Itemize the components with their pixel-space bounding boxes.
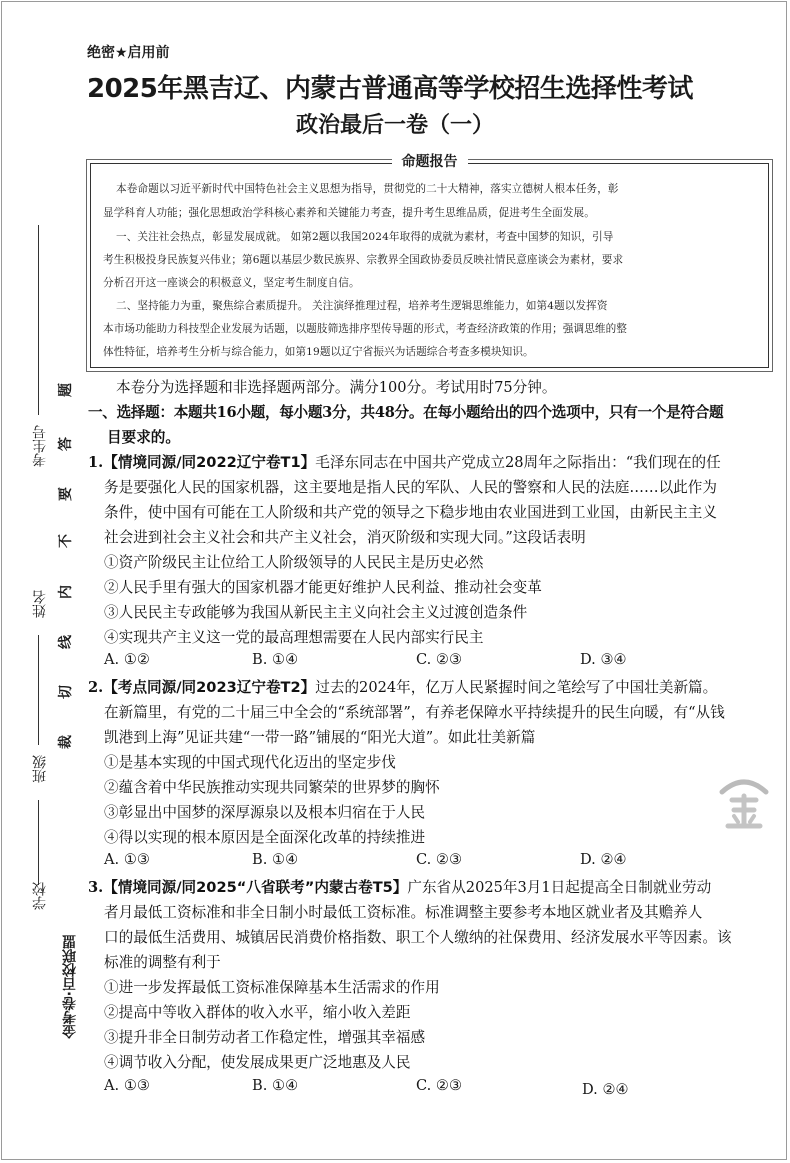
statement: ①是基本实现的中国式现代化迈出的坚定步伐 (104, 754, 396, 771)
report-line: 分析召开这一座谈会的积极意义，坚定考生制度自信。 (103, 277, 360, 289)
class-label: 班级 (32, 755, 48, 783)
question-text: 广东省从2025年3月1日起提高全日制就业劳动 (407, 879, 712, 896)
report-line: 体性特征，培养考生分析与综合能力，如第19题以辽宁省振兴为话题综合考查多模块知识。 (103, 346, 534, 358)
report-line: 本市场功能助力科技型企业发展为话题，以题肢筛选排序型传导题的形式，考查经济政策的作用；强调思维的整 (103, 323, 627, 335)
exam-id-label: 考生号 (32, 425, 48, 467)
report-heading-bar (90, 151, 769, 171)
cut-char: 内 (58, 585, 74, 599)
secret-label: 绝密★启用前 (87, 45, 170, 61)
question-text: 过去的2024年，亿万人民紧握时间之笔绘写了中国壮美新篇。 (315, 679, 718, 696)
question-text: 口的最低生活费用、城镇居民消费价格指数、职工个人缴纳的社保费用、经济发展水平等因素。该 (104, 929, 732, 946)
question-text: 务是要强化人民的国家机器，这主要地是指人民的军队、人民的警察和人民的法庭……以此作为 (104, 479, 717, 496)
school-label: 学校 (32, 882, 48, 910)
question-text: 毛泽东同志在中国共产党成立28周年之际指出：“我们现在的任 (315, 454, 721, 471)
cut-char: 要 (58, 487, 74, 501)
question-text: 条件，使中国有可能在工人阶级和共产党的领导之下稳步地由农业国进到工业国，由新民主主义 (104, 504, 717, 521)
statement: ③提升非全日制劳动者工作稳定性，增强其幸福感 (104, 1029, 426, 1046)
question-text: 标准的调整有利于 (104, 954, 221, 971)
statement: ③彰显出中国梦的深厚源泉以及根本归宿在于人民 (104, 804, 426, 821)
statement: ①资产阶级民主让位给工人阶级领导的人民民主是历史必然 (104, 554, 484, 571)
option-a[interactable]: A. ①② (104, 651, 150, 668)
option-c[interactable]: C. ②③ (416, 851, 463, 868)
report-line: 一、关注社会热点，彰显发展成就。 如第2题以我国2024年取得的成就为素材，考查中国梦的知识，引导 (116, 231, 614, 243)
cut-char: 不 (58, 534, 74, 548)
option-d[interactable]: D. ②④ (582, 1081, 629, 1098)
union-label: 金考卷·百校联盟 (62, 935, 78, 1039)
option-b[interactable]: B. ①④ (252, 851, 299, 868)
exam-subtitle: 政治最后一卷（一） (295, 113, 494, 138)
cut-char: 切 (58, 685, 74, 699)
report-line: 显学科育人功能；强化思想政治学科核心素养和关键能力考查，提升考生思维品质，促进考生全面发展。 (103, 207, 595, 219)
option-d[interactable]: D. ②④ (580, 851, 627, 868)
statement: ④实现共产主义这一党的最高理想需要在人民内部实行民主 (104, 629, 484, 646)
statement: ④调节收入分配，使发展成果更广泛地惠及人民 (104, 1054, 411, 1071)
question-text: 凯港到上海”见证共建“一带一路”铺展的“阳光大道”。如此壮美新篇 (104, 729, 536, 746)
statement: ①进一步发挥最低工资标准保障基本生活需求的作用 (104, 979, 440, 996)
statement: ②人民手里有强大的国家机器才能更好维护人民利益、推动社会变革 (104, 579, 542, 596)
report-line: 考生积极投身民族复兴伟业；第6题以基层少数民族界、宗教界全国政协委员反映社情民意座谈会为素材，要求 (103, 254, 624, 266)
question-tag: 【考点同源/同2023辽宁卷T2】 (103, 679, 316, 696)
section-heading: 一、选择题：本题共16小题，每小题3分，共48分。在每小题给出的四个选项中，只有一个是符合题 (88, 404, 724, 421)
statement: ③人民民主专政能够为我国从新民主主义向社会主义过渡创造条件 (104, 604, 528, 621)
jin-logo-icon (712, 770, 776, 834)
question-tag: 【情境同源/同2022辽宁卷T1】 (103, 454, 316, 471)
question-number: 1. (88, 454, 104, 471)
cut-char: 裁 (58, 735, 74, 749)
cut-char: 答 (58, 437, 74, 451)
question-text: 社会进到社会主义社会和共产主义社会，消灭阶级和实现大同。”这段话表明 (104, 529, 586, 546)
option-a[interactable]: A. ①③ (104, 1077, 150, 1094)
exam-id-field-line (38, 225, 39, 415)
cut-char: 题 (58, 383, 74, 397)
option-c[interactable]: C. ②③ (416, 1077, 463, 1094)
option-d[interactable]: D. ③④ (580, 651, 627, 668)
statement: ②蕴含着中华民族推动实现共同繁荣的世界梦的胸怀 (104, 779, 440, 796)
statement: ④得以实现的根本原因是全面深化改革的持续推进 (104, 829, 426, 846)
question-3-first-line (88, 876, 711, 897)
option-a[interactable]: A. ①③ (104, 851, 150, 868)
option-b[interactable]: B. ①④ (252, 1077, 299, 1094)
exam-title: 2025年黑吉辽、内蒙古普通高等学校招生选择性考试 (87, 74, 693, 104)
question-2-first-line (88, 676, 717, 697)
question-text: 者月最低工资标准和非全日制小时最低工资标准。标准调整主要参考本地区就业者及其赡养人 (104, 904, 703, 921)
question-tag: 【情境同源/同2025“八省联考”内蒙古卷T5】 (103, 879, 408, 896)
name-field-line (38, 635, 39, 745)
report-heading: 命题报告 (392, 151, 468, 171)
name-label: 姓名 (32, 590, 48, 618)
question-number: 3. (88, 879, 104, 896)
intro-line: 本卷分为选择题和非选择题两部分。满分100分。考试用时75分钟。 (116, 379, 557, 396)
section-heading-cont: 目要求的。 (107, 429, 180, 446)
option-b[interactable]: B. ①④ (252, 651, 299, 668)
question-number: 2. (88, 679, 104, 696)
option-c[interactable]: C. ②③ (416, 651, 463, 668)
report-line: 本卷命题以习近平新时代中国特色社会主义思想为指导，贯彻党的二十大精神，落实立德树人根本任务，彰 (116, 183, 619, 195)
report-line: 二、坚持能力为重，聚焦综合素质提升。 关注演绎推理过程，培养考生逻辑思维能力，如第4题以发挥资 (116, 300, 608, 312)
question-1-first-line (88, 451, 721, 472)
question-text: 在新篇里，有党的二十届三中全会的“系统部署”，有养老保障水平持续提升的民生向暖，有“从钱 (104, 704, 725, 721)
class-field-line (38, 800, 39, 885)
statement: ②提高中等收入群体的收入水平，缩小收入差距 (104, 1004, 411, 1021)
cut-char: 线 (58, 635, 74, 649)
